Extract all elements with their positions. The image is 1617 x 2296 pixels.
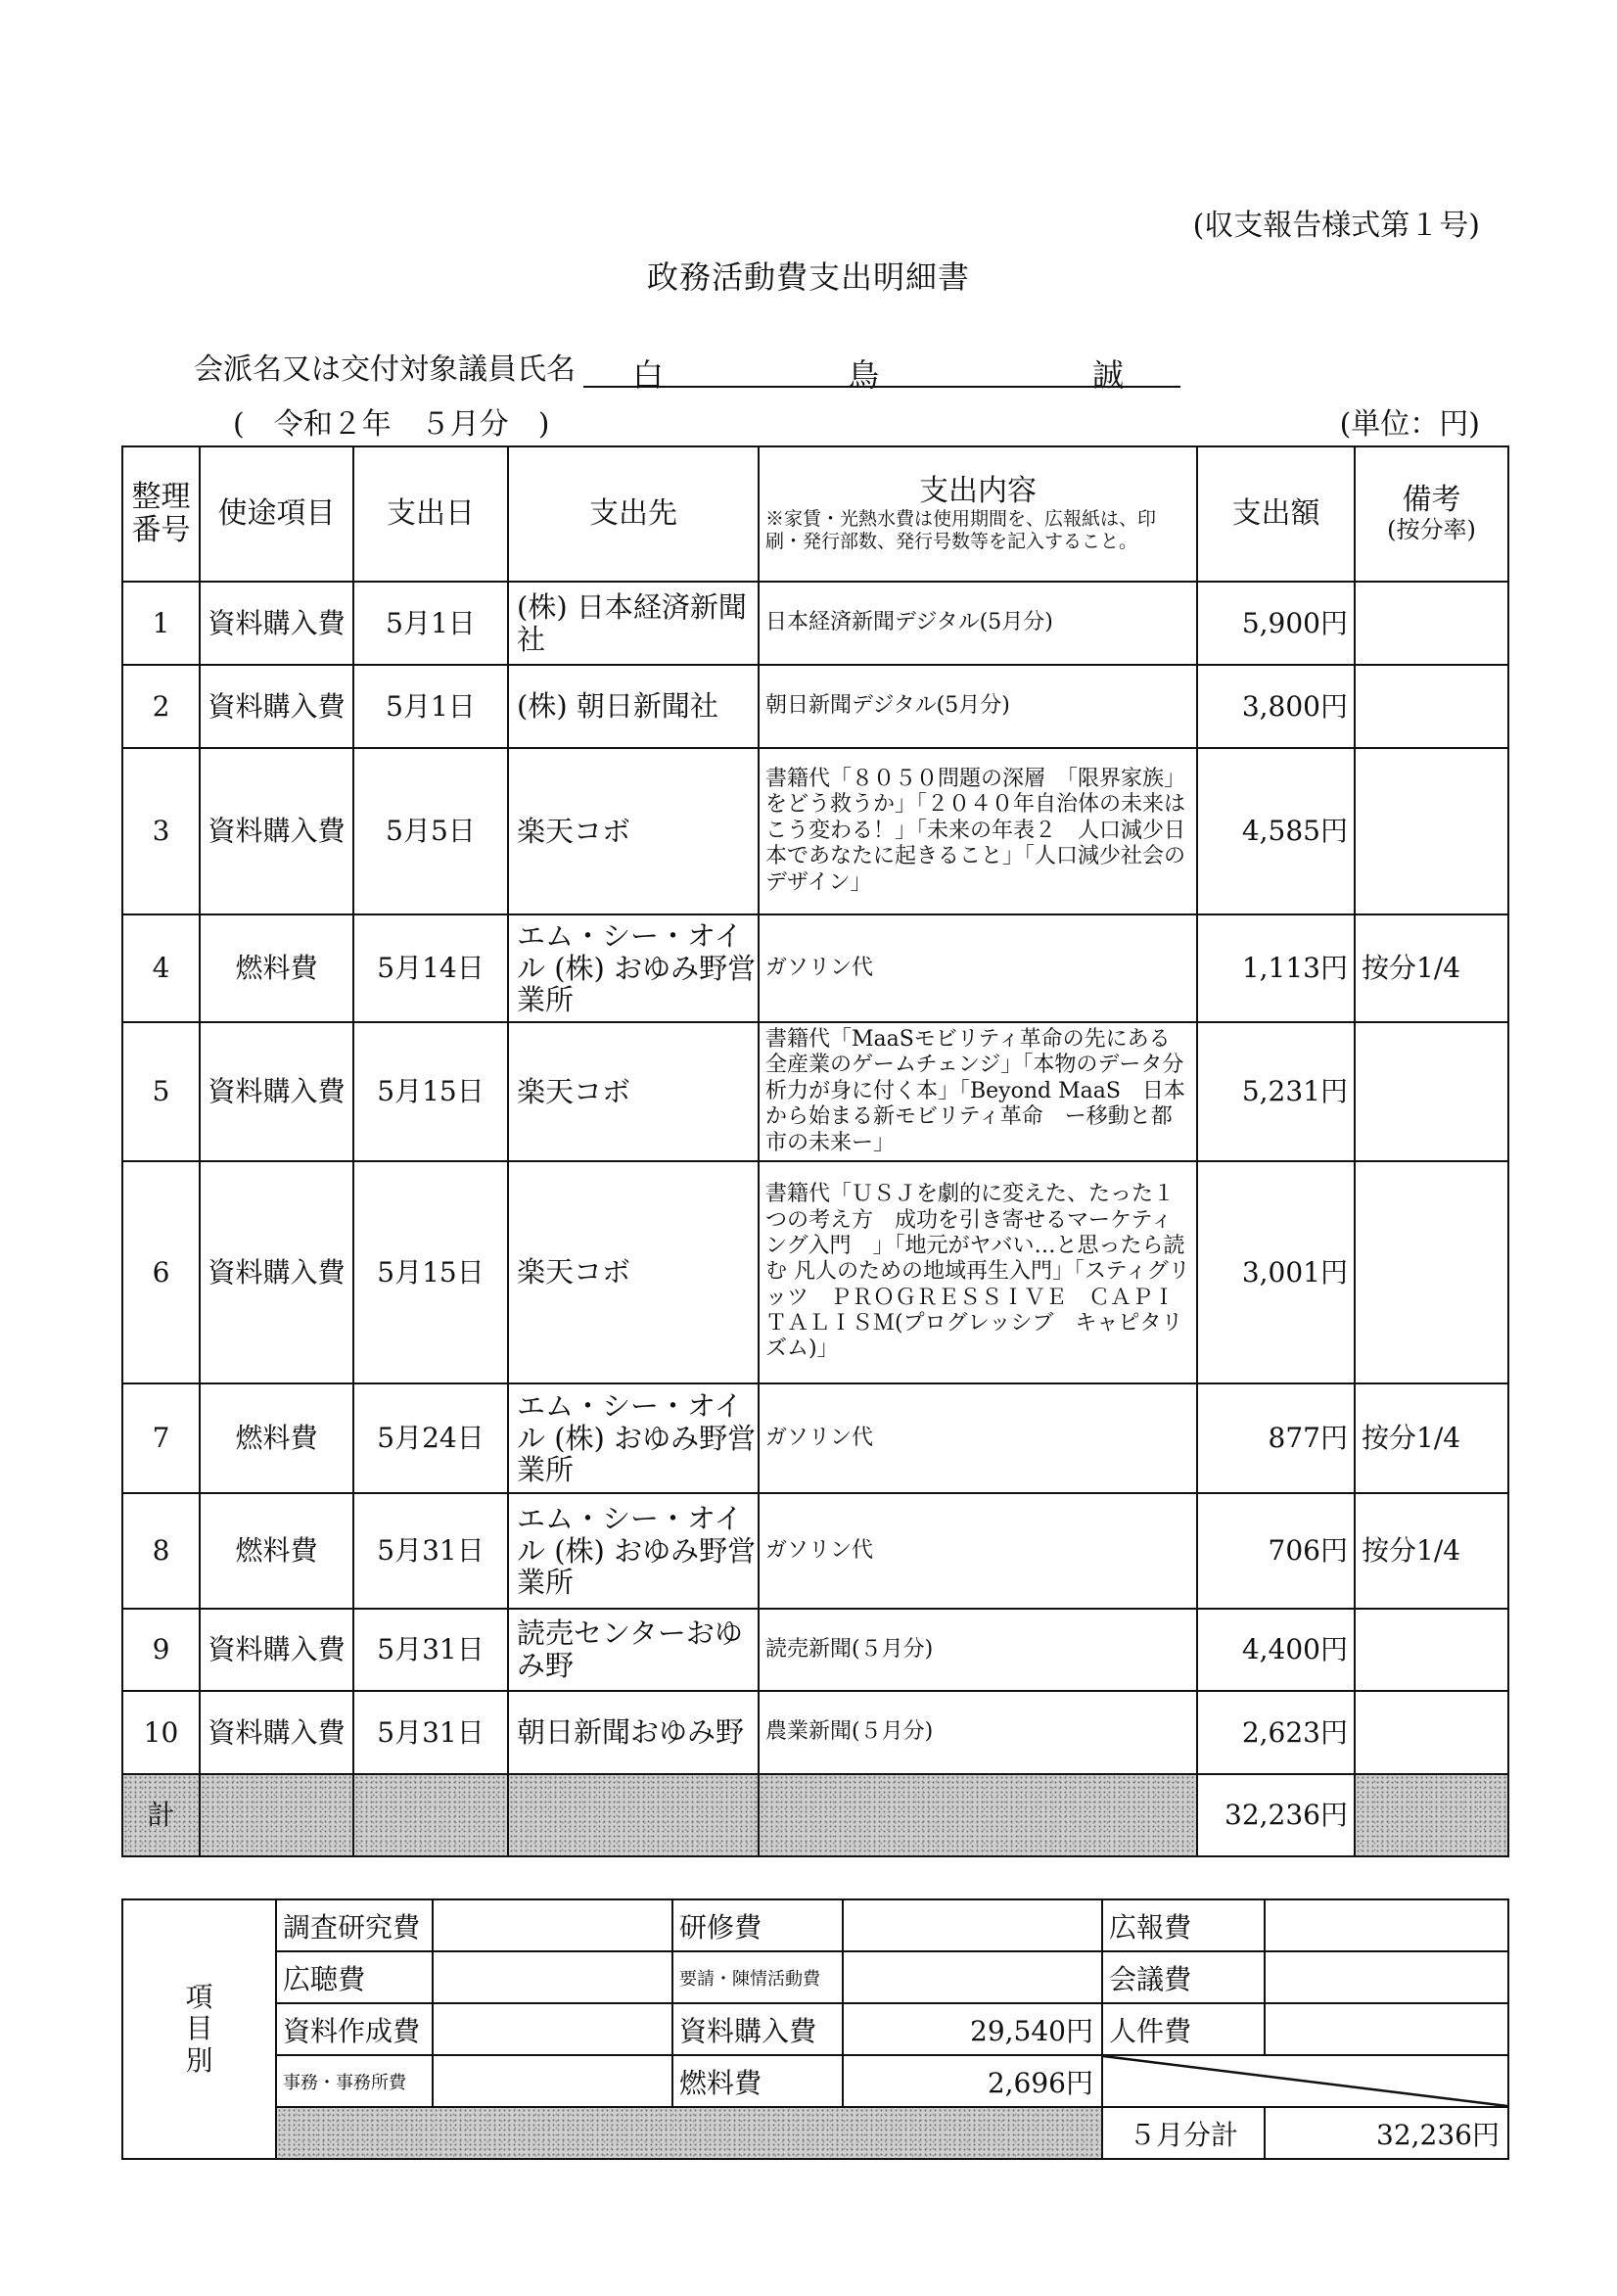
document-title: 政務活動費支出明細書 — [646, 258, 970, 296]
row-amount: 2,623円 — [1197, 1691, 1355, 1774]
row-payee: 読売センターおゆみ野 — [508, 1609, 759, 1691]
row-payee: エム・シー・オイル (株) おゆみ野営業所 — [508, 914, 759, 1022]
table-row — [122, 1161, 1508, 1383]
row-payee: 朝日新聞おゆみ野 — [508, 1691, 759, 1774]
row-no: 7 — [122, 1383, 200, 1493]
table-row — [122, 914, 1508, 1022]
summary-category-label: 調査研究費 — [276, 1899, 433, 1951]
row-item: 資料購入費 — [200, 748, 353, 914]
row-note — [1355, 665, 1508, 748]
diagonal-blank-cell — [1102, 2055, 1508, 2107]
summary-category-label: 人件費 — [1102, 2003, 1265, 2055]
row-content: ガソリン代 — [759, 914, 1197, 1022]
row-date: 5月1日 — [353, 582, 508, 665]
row-note — [1355, 748, 1508, 914]
row-amount: 5,231円 — [1197, 1022, 1355, 1161]
row-no: 5 — [122, 1022, 200, 1161]
row-item: 資料購入費 — [200, 665, 353, 748]
total-amount: 32,236円 — [1197, 1774, 1355, 1856]
table-row — [122, 1383, 1508, 1493]
summary-category-label: 広報費 — [1102, 1899, 1265, 1951]
row-note: 按分1/4 — [1355, 1493, 1508, 1609]
row-no: 9 — [122, 1609, 200, 1691]
row-date: 5月14日 — [353, 914, 508, 1022]
member-name-char: 白 — [632, 356, 665, 394]
member-name-row — [194, 345, 1180, 394]
row-item: 資料購入費 — [200, 582, 353, 665]
row-date: 5月24日 — [353, 1383, 508, 1493]
summary-category-amount — [433, 1899, 672, 1951]
row-payee: 楽天コボ — [508, 1022, 759, 1161]
summary-category-label: 資料購入費 — [672, 2003, 843, 2055]
row-content: ガソリン代 — [759, 1383, 1197, 1493]
summary-category-label: 要請・陳情活動費 — [672, 1951, 843, 2003]
row-amount: 706円 — [1197, 1493, 1355, 1609]
row-no: 8 — [122, 1493, 200, 1609]
member-name-char: 鳥 — [848, 356, 880, 394]
header-item: 使途項目 — [200, 446, 353, 582]
row-content: 農業新聞(５月分) — [759, 1691, 1197, 1774]
member-name-char: 誠 — [1092, 356, 1125, 394]
row-date: 5月31日 — [353, 1691, 508, 1774]
row-item: 燃料費 — [200, 1493, 353, 1609]
member-name-label: 会派名又は交付対象議員氏名 — [194, 352, 576, 387]
summary-category-label: 事務・事務所費 — [276, 2055, 433, 2107]
table-row — [122, 582, 1508, 665]
summary-side-label — [122, 1899, 276, 2159]
row-content: 書籍代「８０５０問題の深層 「限界家族」をどう救うか」「２０４０年自治体の未来はこう変わる！」「未来の年表２ 人口減少日本であなたに起きること」「人口減少社会のデザイン」 — [759, 748, 1197, 914]
summary-category-label: 会議費 — [1102, 1951, 1265, 2003]
header-content — [759, 446, 1197, 582]
row-no: 3 — [122, 748, 200, 914]
row-amount: 877円 — [1197, 1383, 1355, 1493]
row-date: 5月15日 — [353, 1161, 508, 1383]
form-number: (収支報告様式第１号) — [1192, 209, 1480, 243]
row-date: 5月1日 — [353, 665, 508, 748]
table-row — [122, 1022, 1508, 1161]
total-label: 計 — [122, 1774, 200, 1856]
header-note — [1355, 446, 1508, 582]
summary-category-label: 燃料費 — [672, 2055, 843, 2107]
row-content: 朝日新聞デジタル(5月分) — [759, 665, 1197, 748]
row-note — [1355, 1609, 1508, 1691]
row-amount: 5,900円 — [1197, 582, 1355, 665]
row-content: ガソリン代 — [759, 1493, 1197, 1609]
row-no: 10 — [122, 1691, 200, 1774]
header-payee: 支出先 — [508, 446, 759, 582]
expense-table — [121, 445, 1509, 1857]
row-date: 5月15日 — [353, 1022, 508, 1161]
row-amount: 1,113円 — [1197, 914, 1355, 1022]
row-note: 按分1/4 — [1355, 1383, 1508, 1493]
row-payee: エム・シー・オイル (株) おゆみ野営業所 — [508, 1493, 759, 1609]
summary-side-text: 項目別 — [185, 1981, 213, 2077]
row-note: 按分1/4 — [1355, 914, 1508, 1022]
month-total-amount: 32,236円 — [1265, 2107, 1508, 2159]
row-item: 資料購入費 — [200, 1161, 353, 1383]
summary-category-amount — [433, 2003, 672, 2055]
row-payee: (株) 日本経済新聞社 — [508, 582, 759, 665]
row-content: 読売新聞(５月分) — [759, 1609, 1197, 1691]
row-content: 書籍代「ＵＳＪを劇的に変えた、たった１つの考え方 成功を引き寄せるマーケティング入門 」「地元がヤバい…と思ったら読む 凡人のための地域再生入門」「スティグリッツ ＰＲＯＧＲＥＳＳＩＶＥ ＣＡＰＩＴＡＬＩＳＭ(プログレッシブ キャピタリズム)」 — [759, 1161, 1197, 1383]
shaded-cell — [759, 1774, 1197, 1856]
row-amount: 4,585円 — [1197, 748, 1355, 914]
table-row — [122, 748, 1508, 914]
summary-category-amount — [433, 1951, 672, 2003]
row-no: 1 — [122, 582, 200, 665]
table-row — [122, 1609, 1508, 1691]
total-row — [122, 1774, 1508, 1856]
summary-category-amount — [433, 2055, 672, 2107]
row-content: 日本経済新聞デジタル(5月分) — [759, 582, 1197, 665]
row-payee: 楽天コボ — [508, 1161, 759, 1383]
header-no: 整理番号 — [122, 446, 200, 582]
row-amount: 4,400円 — [1197, 1609, 1355, 1691]
header-note-title: 備考 — [1402, 482, 1461, 517]
table-row — [122, 1493, 1508, 1609]
row-no: 2 — [122, 665, 200, 748]
summary-category-amount: 2,696円 — [843, 2055, 1102, 2107]
summary-category-amount — [843, 1899, 1102, 1951]
row-content: 書籍代「MaaSモビリティ革命の先にある全産業のゲームチェンジ」「本物のデータ分析力が身に付く本」「Beyond MaaS 日本から始まる新モビリティ革命 ー移動と都市の未来ー」 — [759, 1022, 1197, 1161]
summary-category-amount — [1265, 2003, 1508, 2055]
row-date: 5月31日 — [353, 1609, 508, 1691]
row-amount: 3,001円 — [1197, 1161, 1355, 1383]
row-note — [1355, 582, 1508, 665]
table-row — [122, 665, 1508, 748]
shaded-cell — [200, 1774, 353, 1856]
shaded-cell — [508, 1774, 759, 1856]
row-payee: 楽天コボ — [508, 748, 759, 914]
row-item: 資料購入費 — [200, 1609, 353, 1691]
row-no: 4 — [122, 914, 200, 1022]
row-note — [1355, 1022, 1508, 1161]
member-name-field — [583, 351, 1180, 394]
row-no: 6 — [122, 1161, 200, 1383]
currency-unit: (単位：円) — [1339, 407, 1480, 442]
row-note — [1355, 1691, 1508, 1774]
summary-category-amount — [1265, 1951, 1508, 2003]
summary-category-label: 資料作成費 — [276, 2003, 433, 2055]
row-item: 資料購入費 — [200, 1022, 353, 1161]
category-summary-table — [121, 1898, 1509, 2160]
row-date: 5月5日 — [353, 748, 508, 914]
row-payee: (株) 朝日新聞社 — [508, 665, 759, 748]
row-item: 燃料費 — [200, 1383, 353, 1493]
row-payee: エム・シー・オイル (株) おゆみ野営業所 — [508, 1383, 759, 1493]
summary-category-amount — [843, 1951, 1102, 2003]
row-amount: 3,800円 — [1197, 665, 1355, 748]
shaded-cell — [353, 1774, 508, 1856]
header-amount: 支出額 — [1197, 446, 1355, 582]
header-content-note: ※家賃・光熱水費は使用期間を、広報紙は、印刷・発行部数、発行号数等を記入すること。 — [765, 508, 1157, 553]
summary-category-amount: 29,540円 — [843, 2003, 1102, 2055]
row-item: 資料購入費 — [200, 1691, 353, 1774]
month-total-label: ５月分計 — [1102, 2107, 1265, 2159]
report-period: ( 令和２年 ５月分 ) — [233, 407, 550, 442]
row-item: 燃料費 — [200, 914, 353, 1022]
summary-category-label: 研修費 — [672, 1899, 843, 1951]
shaded-cell — [276, 2107, 1102, 2159]
header-date: 支出日 — [353, 446, 508, 582]
row-note — [1355, 1161, 1508, 1383]
summary-category-amount — [1265, 1899, 1508, 1951]
summary-category-label: 広聴費 — [276, 1951, 433, 2003]
header-content-title: 支出内容 — [919, 473, 1037, 508]
table-row — [122, 1691, 1508, 1774]
row-date: 5月31日 — [353, 1493, 508, 1609]
header-note-sub: (按分率) — [1387, 516, 1476, 544]
shaded-cell — [1355, 1774, 1508, 1856]
